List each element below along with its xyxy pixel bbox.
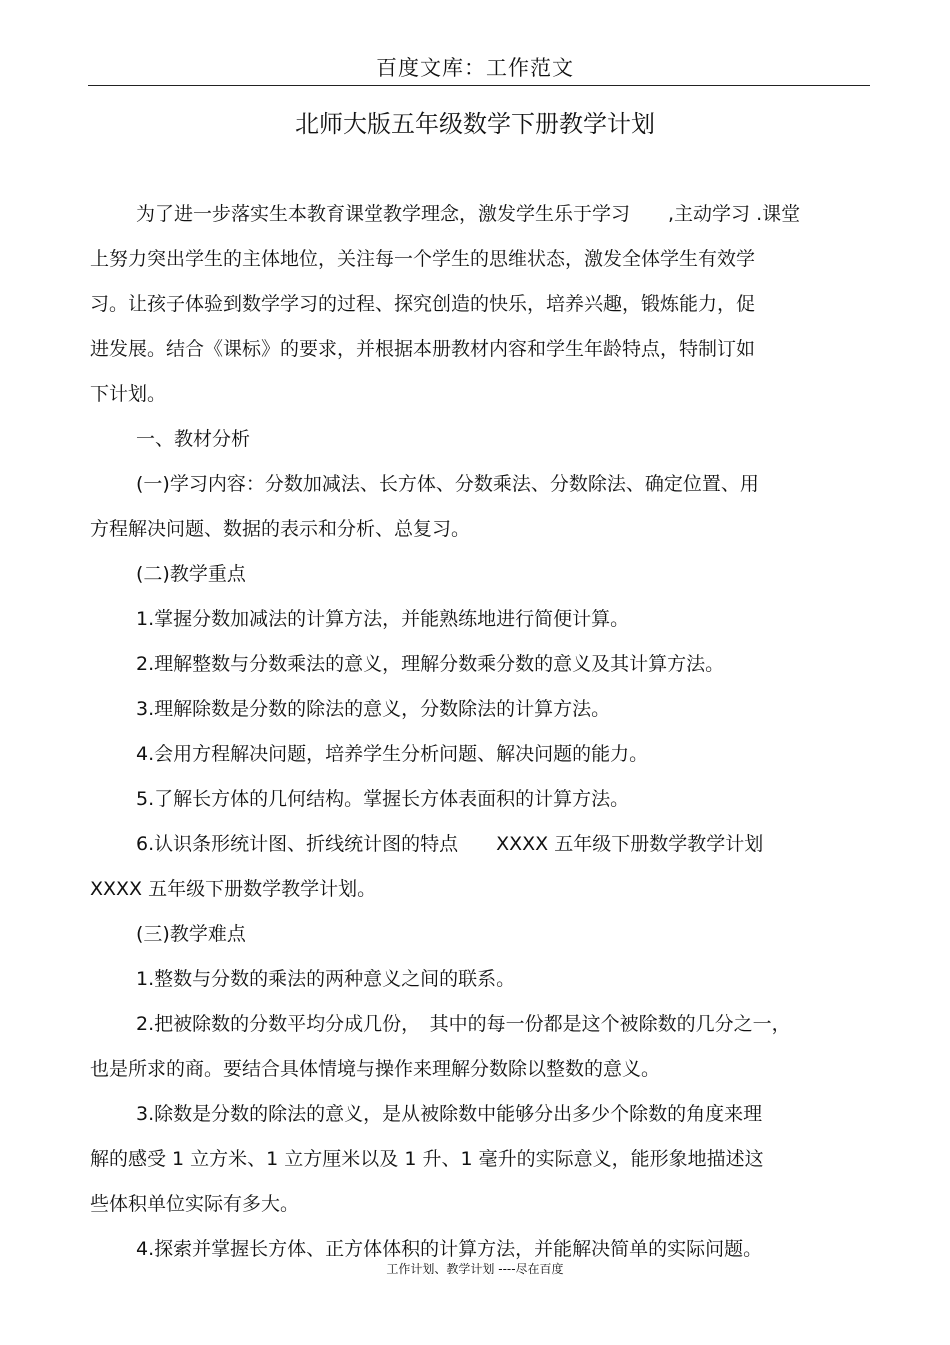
paragraph-line: XXXX 五年级下册数学教学计划。 bbox=[90, 878, 377, 900]
paragraph-line: 解的感受 1 立方米、1 立方厘米以及 1 升、1 毫升的实际意义，能形象地描述这 bbox=[90, 1148, 764, 1170]
paragraph-line: 些体积单位实际有多大。 bbox=[90, 1193, 300, 1215]
paragraph-line: 上努力突出学生的主体地位，关注每一个学生的思维状态，激发全体学生有效学 bbox=[90, 248, 756, 270]
page-header: 百度文库：工作范文 bbox=[376, 56, 574, 80]
list-item: 4.探索并掌握长方体、正方体体积的计算方法，并能解决简单的实际问题。 bbox=[136, 1238, 763, 1260]
document-body bbox=[90, 192, 870, 1272]
paragraph-line: 进发展。结合《课标》的要求，并根据本册教材内容和学生年龄特点，特制订如 bbox=[90, 338, 756, 360]
header-divider bbox=[88, 85, 870, 86]
list-item: 3.除数是分数的除法的意义，是从被除数中能够分出多少个除数的角度来理 bbox=[136, 1103, 763, 1125]
list-item: 2.理解整数与分数乘法的意义，理解分数乘分数的意义及其计算方法。 bbox=[136, 653, 725, 675]
list-item: 3.理解除数是分数的除法的意义，分数除法的计算方法。 bbox=[136, 698, 611, 720]
subsection-heading: (二)教学重点 bbox=[136, 563, 246, 585]
list-item: 4.会用方程解决问题，培养学生分析问题、解决问题的能力。 bbox=[136, 743, 649, 765]
paragraph-line: 为了进一步落实生本教育课堂教学理念，激发学生乐于学习 ,主动学习 .课堂 bbox=[136, 203, 801, 225]
paragraph-line: 下计划。 bbox=[90, 383, 167, 405]
list-item: 1.掌握分数加减法的计算方法，并能熟练地进行简便计算。 bbox=[136, 608, 630, 630]
list-item: 6.认识条形统计图、折线统计图的特点 XXXX 五年级下册数学教学计划 bbox=[136, 833, 764, 855]
section-heading: 一、教材分析 bbox=[136, 428, 251, 450]
list-item: 2.把被除数的分数平均分成几份， 其中的每一份都是这个被除数的几分之一， bbox=[136, 1013, 791, 1035]
paragraph-line: 方程解决问题、数据的表示和分析、总复习。 bbox=[90, 518, 471, 540]
paragraph-line: (一)学习内容：分数加减法、长方体、分数乘法、分数除法、确定位置、用 bbox=[136, 473, 759, 495]
list-item: 5.了解长方体的几何结构。掌握长方体表面积的计算方法。 bbox=[136, 788, 630, 810]
page-footer: 工作计划、教学计划 ----尽在百度 bbox=[386, 1262, 564, 1276]
paragraph-line: 也是所求的商。要结合具体情境与操作来理解分数除以整数的意义。 bbox=[90, 1058, 661, 1080]
paragraph-line: 习。让孩子体验到数学学习的过程、探究创造的快乐，培养兴趣，锻炼能力，促 bbox=[90, 293, 756, 315]
document-title: 北师大版五年级数学下册教学计划 bbox=[295, 110, 655, 138]
subsection-heading: (三)教学难点 bbox=[136, 923, 246, 945]
list-item: 1.整数与分数的乘法的两种意义之间的联系。 bbox=[136, 968, 516, 990]
